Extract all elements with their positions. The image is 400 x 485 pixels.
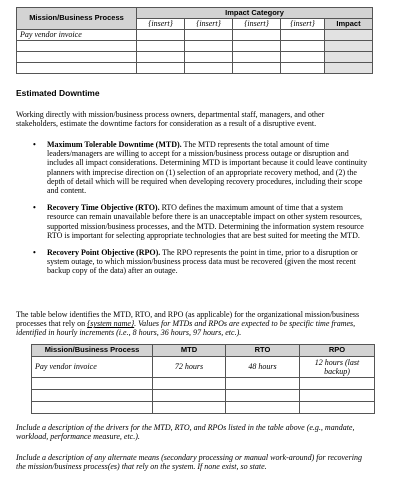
table-row	[32, 357, 375, 378]
bullet-term: Recovery Point Objective (RPO).	[47, 247, 161, 257]
drivers-note: Include a description of the drivers for the MTD, RTO, and RPOs listed in the table above (e.g., mandate, workload, performance measure, etc.).	[16, 423, 355, 442]
impact-header: Impact	[325, 19, 373, 30]
impact-category-header: Impact Category	[137, 8, 373, 19]
bullet-text: RTO defines the maximum amount of time that a system resource can remain unavailable before there is an unacceptable impact on other system resources, supported mission/business processes, and the MTD. Determining the information system resource RTO is important for selecting appropriate technologies that are best suited for meeting the MTD.	[47, 203, 364, 240]
insert-header: {insert}	[233, 19, 281, 30]
downtime-mtd-cell: 72 hours	[153, 357, 226, 378]
table-row	[32, 378, 375, 390]
table-row	[17, 30, 373, 41]
table-row	[32, 390, 375, 402]
bullet-icon: •	[33, 203, 36, 213]
table-intro-paragraph	[16, 310, 368, 338]
list-item	[31, 248, 368, 276]
table-row	[32, 402, 375, 414]
table-row	[17, 63, 373, 74]
impact-col-process-header: Mission/Business Process	[17, 8, 137, 30]
downtime-rpo-cell: 12 hours (last backup)	[300, 357, 375, 378]
impact-process-cell: Pay vendor invoice	[17, 30, 137, 41]
downtime-rto-cell: 48 hours	[226, 357, 300, 378]
table-intro-end: . Values for MTDs and RPOs are expected to be specific time frames, identified in hourly increments (i.e., 8 hours, 36 hours, 97 hours, etc.).	[16, 319, 356, 338]
alternate-means-note: Include a description of any alternate means (secondary processing or manual work-around) for recovering the mission/business process(es) that rely on the system. If none exist, so state.	[16, 453, 362, 472]
list-item	[31, 140, 368, 195]
section-heading: Estimated Downtime	[16, 88, 100, 98]
impact-category-table	[16, 7, 373, 74]
downtime-header-rpo: RPO	[300, 345, 375, 357]
downtime-header-process: Mission/Business Process	[32, 345, 153, 357]
downtime-header-mtd: MTD	[153, 345, 226, 357]
insert-header: {insert}	[137, 19, 185, 30]
bullet-icon: •	[33, 247, 36, 257]
bullet-text: The MTD represents the total amount of time leaders/managers are willing to accept for a mission/business process outage or disruption and includes all impact considerations. Determining MTD is important because it could leave continuity planners with imprecise direction on (1) selection of an appropriate recovery method, and (2) the depth of detail which will be required when developing recovery procedures, including their scope and content.	[47, 140, 368, 195]
downtime-header-rto: RTO	[226, 345, 300, 357]
intro-paragraph: Working directly with mission/business process owners, departmental staff, managers, and other stakeholders, estimate the downtime factors for consideration as a result of a disruptive event.	[16, 110, 325, 129]
downtime-factor-list	[31, 140, 368, 283]
downtime-process-cell: Pay vendor invoice	[32, 357, 153, 378]
insert-header: {insert}	[185, 19, 233, 30]
bullet-text: The RPO represents the point in time, prior to a disruption or system outage, to which mission/business process data must be recovered (given the most recent backup copy of the data) after an outage.	[47, 247, 358, 276]
bullet-term: Recovery Time Objective (RTO).	[47, 203, 160, 213]
table-row	[17, 52, 373, 63]
system-name-placeholder: {system name}	[87, 319, 135, 329]
table-intro-start: The table below identifies the MTD, RTO, and RPO (as applicable) for the organizational mission/business processes that rely on	[16, 310, 360, 329]
list-item	[31, 203, 368, 240]
bullet-term: Maximum Tolerable Downtime (MTD).	[47, 140, 182, 149]
bullet-icon: •	[33, 140, 36, 149]
downtime-table	[31, 344, 375, 414]
insert-header: {insert}	[281, 19, 325, 30]
table-row	[17, 41, 373, 52]
